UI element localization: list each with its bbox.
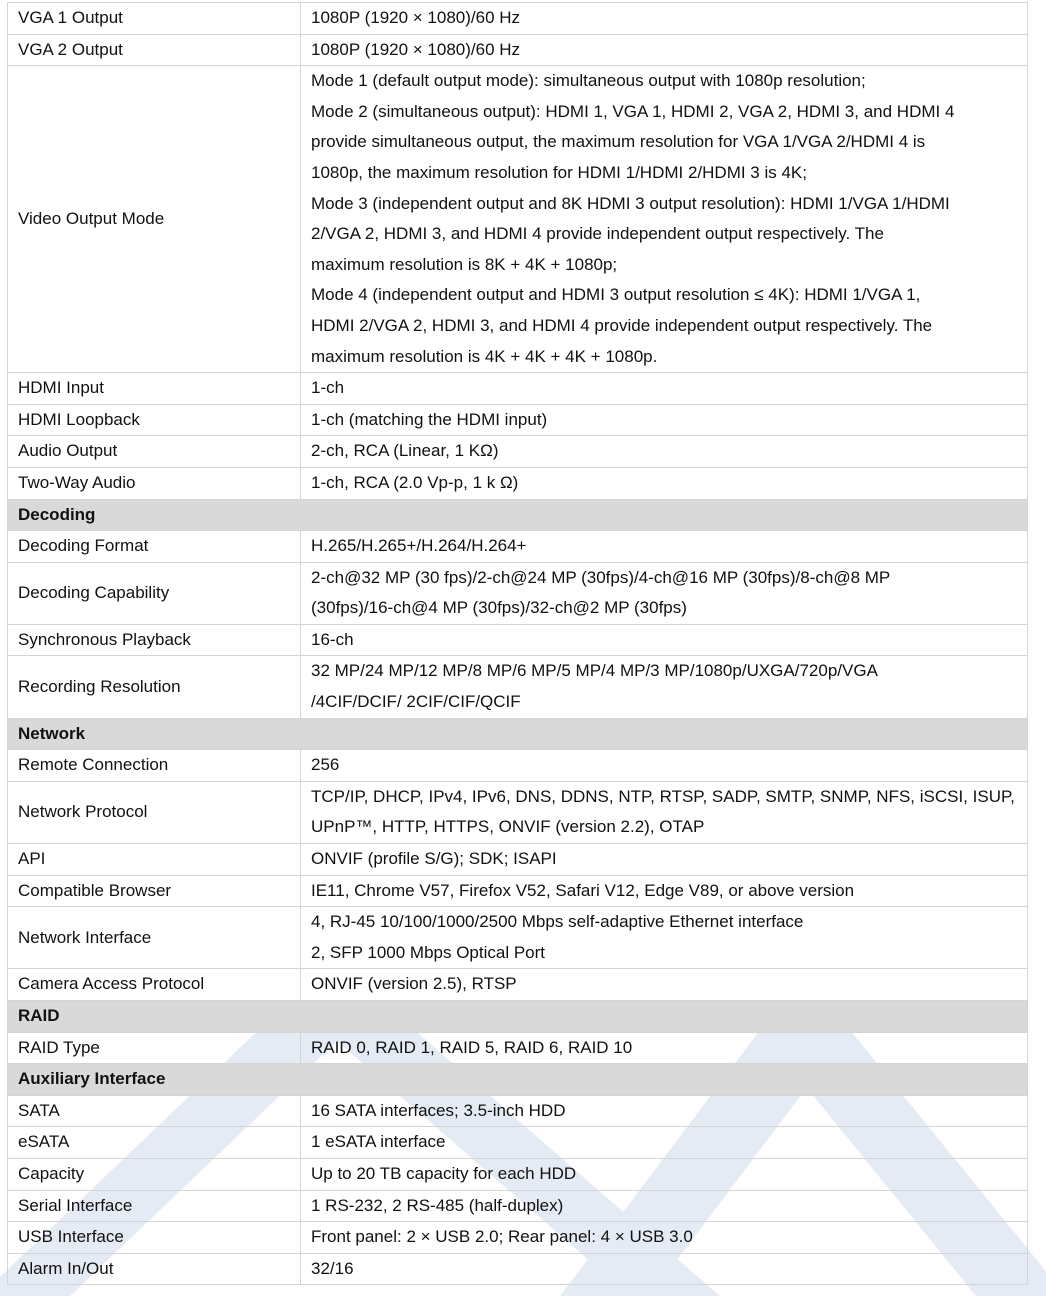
spec-value [301,66,1028,373]
section-title: Decoding [8,499,1028,531]
spec-label: eSATA [8,1127,301,1159]
table-row [8,875,1028,907]
spec-label: API [8,844,301,876]
table-row [8,624,1028,656]
spec-label: USB Interface [8,1222,301,1254]
spec-value-line: Up to 20 TB capacity for each HDD [311,1163,577,1183]
table-row [8,34,1028,66]
spec-value-line: 1-ch [311,378,345,398]
spec-value [301,1095,1028,1127]
spec-value-line: 2-ch, RCA (Linear, 1 KΩ) [311,441,499,461]
spec-value [301,875,1028,907]
table-row [8,750,1028,782]
spec-value-line: UPnP™, HTTP, HTTPS, ONVIF (version 2.2), OTAP [311,817,705,837]
table-row [8,781,1028,843]
table-row [8,907,1028,969]
spec-value-line: 1-ch (matching the HDMI input) [311,409,548,429]
spec-label: Decoding Capability [8,562,301,624]
spec-value [301,1032,1028,1064]
table-row [8,1127,1028,1159]
spec-value [301,969,1028,1001]
spec-table-body [8,3,1028,1285]
spec-value [301,1222,1028,1254]
spec-label: Network Interface [8,907,301,969]
spec-value [301,1190,1028,1222]
spec-value-line: 1 eSATA interface [311,1132,446,1152]
spec-table [7,2,1028,1285]
spec-label: VGA 2 Output [8,34,301,66]
spec-value-line: 256 [311,755,340,775]
section-title: Auxiliary Interface [8,1064,1028,1096]
spec-label: Synchronous Playback [8,624,301,656]
table-row [8,1222,1028,1254]
table-row [8,3,1028,35]
spec-value [301,1158,1028,1190]
table-row [8,531,1028,563]
spec-value [301,844,1028,876]
spec-value-line: maximum resolution is 4K + 4K + 4K + 1080p. [311,346,658,366]
spec-value [301,1253,1028,1285]
spec-label: SATA [8,1095,301,1127]
spec-label: Network Protocol [8,781,301,843]
spec-value-line: /4CIF/DCIF/ 2CIF/CIF/QCIF [311,692,521,712]
spec-value [301,781,1028,843]
section-header-row [8,1064,1028,1096]
spec-value-line: 32 MP/24 MP/12 MP/8 MP/6 MP/5 MP/4 MP/3 MP/1080p/UXGA/720p/VGA [311,661,878,681]
spec-value-line: RAID 0, RAID 1, RAID 5, RAID 6, RAID 10 [311,1037,633,1057]
spec-value [301,3,1028,35]
spec-label: Decoding Format [8,531,301,563]
spec-value [301,436,1028,468]
spec-value-line: 1 RS-232, 2 RS-485 (half-duplex) [311,1195,564,1215]
section-title: Network [8,718,1028,750]
spec-value-line: Mode 1 (default output mode): simultaneous output with 1080p resolution; [311,71,866,91]
spec-label: Audio Output [8,436,301,468]
table-row [8,404,1028,436]
spec-label: Video Output Mode [8,66,301,373]
spec-value-line: Front panel: 2 × USB 2.0; Rear panel: 4 × USB 3.0 [311,1227,693,1247]
table-row [8,656,1028,718]
spec-label: VGA 1 Output [8,3,301,35]
table-row [8,1095,1028,1127]
spec-value [301,1127,1028,1159]
spec-value-line: ONVIF (profile S/G); SDK; ISAPI [311,849,557,869]
spec-label: Camera Access Protocol [8,969,301,1001]
spec-value [301,907,1028,969]
spec-value [301,404,1028,436]
table-row [8,1190,1028,1222]
spec-value-line: TCP/IP, DHCP, IPv4, IPv6, DNS, DDNS, NTP, RTSP, SADP, SMTP, SNMP, NFS, iSCSI, ISUP, [311,786,1015,806]
spec-label: Recording Resolution [8,656,301,718]
spec-value-line: 1-ch, RCA (2.0 Vp-p, 1 k Ω) [311,472,519,492]
table-row [8,66,1028,373]
spec-value [301,750,1028,782]
spec-value-line: HDMI 2/VGA 2, HDMI 3, and HDMI 4 provide independent output respectively. The [311,315,933,335]
spec-value [301,624,1028,656]
table-row [8,1032,1028,1064]
spec-value-line: (30fps)/16-ch@4 MP (30fps)/32-ch@2 MP (30fps) [311,598,687,618]
section-title: RAID [8,1001,1028,1033]
spec-value-line: 32/16 [311,1258,354,1278]
spec-label: HDMI Loopback [8,404,301,436]
spec-value [301,34,1028,66]
spec-value [301,562,1028,624]
table-row [8,844,1028,876]
spec-value-line: 1080p, the maximum resolution for HDMI 1/HDMI 2/HDMI 3 is 4K; [311,162,807,182]
spec-value-line: provide simultaneous output, the maximum resolution for VGA 1/VGA 2/HDMI 4 is [311,132,926,152]
table-row [8,562,1028,624]
spec-value-line: ONVIF (version 2.5), RTSP [311,974,517,994]
section-header-row [8,1001,1028,1033]
section-header-row [8,499,1028,531]
spec-label: Alarm In/Out [8,1253,301,1285]
section-header-row [8,718,1028,750]
spec-label: Compatible Browser [8,875,301,907]
spec-label: Serial Interface [8,1190,301,1222]
spec-value-line: 2/VGA 2, HDMI 3, and HDMI 4 provide independent output respectively. The [311,224,884,244]
spec-value [301,656,1028,718]
spec-value-line: 16 SATA interfaces; 3.5-inch HDD [311,1100,566,1120]
spec-value-line: Mode 4 (independent output and HDMI 3 output resolution ≤ 4K): HDMI 1/VGA 1, [311,285,921,305]
table-row [8,467,1028,499]
spec-value-line: IE11, Chrome V57, Firefox V52, Safari V12, Edge V89, or above version [311,880,855,900]
spec-value-line: 2-ch@32 MP (30 fps)/2-ch@24 MP (30fps)/4-ch@16 MP (30fps)/8-ch@8 MP [311,567,891,587]
table-row [8,436,1028,468]
spec-value-line: Mode 2 (simultaneous output): HDMI 1, VGA 1, HDMI 2, VGA 2, HDMI 3, and HDMI 4 [311,101,955,121]
spec-label: Two-Way Audio [8,467,301,499]
spec-value-line: maximum resolution is 8K + 4K + 1080p; [311,254,618,274]
spec-value [301,467,1028,499]
spec-value-line: 16-ch [311,629,354,649]
spec-value-line: 1080P (1920 × 1080)/60 Hz [311,8,521,27]
table-row [8,1253,1028,1285]
spec-value-line: Mode 3 (independent output and 8K HDMI 3 output resolution): HDMI 1/VGA 1/HDMI [311,193,950,213]
spec-value-line: 2, SFP 1000 Mbps Optical Port [311,942,546,962]
spec-label: HDMI Input [8,373,301,405]
spec-value-line: 1080P (1920 × 1080)/60 Hz [311,39,521,59]
spec-value [301,373,1028,405]
table-row [8,373,1028,405]
spec-value-line: H.265/H.265+/H.264/H.264+ [311,536,527,556]
table-row [8,969,1028,1001]
spec-value-line: 4, RJ-45 10/100/1000/2500 Mbps self-adaptive Ethernet interface [311,912,804,932]
spec-label: RAID Type [8,1032,301,1064]
table-row [8,1158,1028,1190]
spec-label: Remote Connection [8,750,301,782]
spec-value [301,531,1028,563]
spec-label: Capacity [8,1158,301,1190]
